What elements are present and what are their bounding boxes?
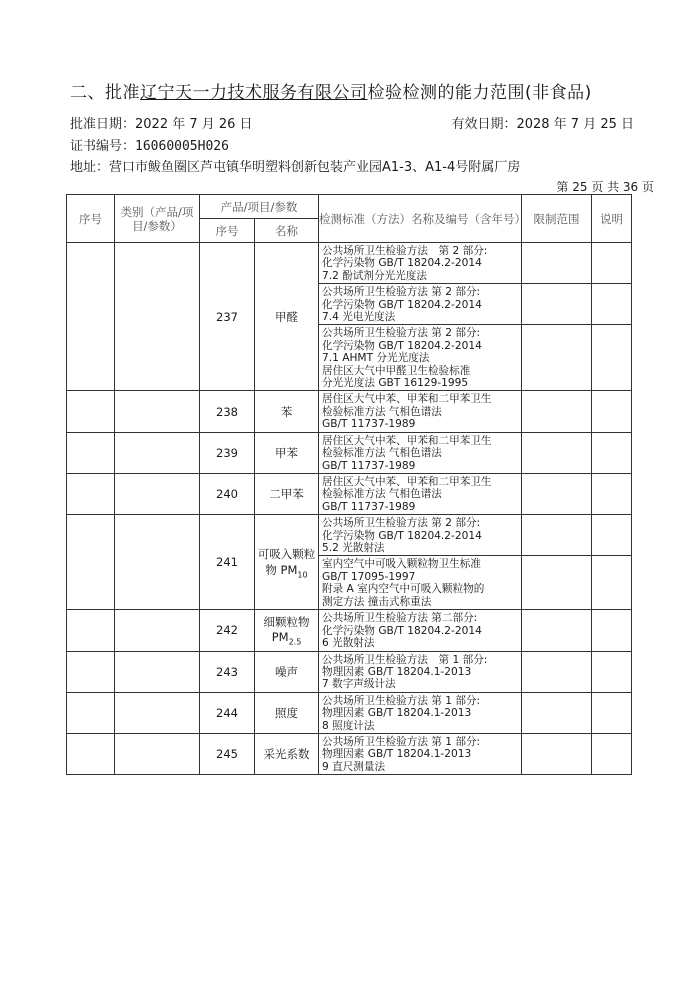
standard-cell [319,651,522,692]
item-name [255,734,319,775]
approval-date: 批准日期：2022 年 7 月 26 日 [70,117,253,132]
limit-cell [522,473,592,514]
item-name [255,432,319,473]
standard-line: 公共场所卫生检验方法 第 2 部分: [322,517,481,530]
table-row [67,734,632,775]
item-name-text: 可吸入颗粒物 PM [257,546,316,577]
table-row [67,692,632,733]
table-row [67,515,632,556]
standard-line: GB/T 17095-1997 [322,570,416,583]
seq-cell [67,243,115,391]
standard-line: 居住区大气中苯、甲苯和二甲苯卫生 [322,475,492,488]
item-name [255,473,319,514]
category-cell [115,243,200,391]
item-name-subscript: 10 [297,569,308,579]
category-cell [115,391,200,432]
item-number: 239 [200,432,255,473]
standard-line: 8 照度计法 [322,719,375,732]
item-name-text: 采光系数 [263,747,310,762]
note-cell [592,432,632,473]
note-cell [592,692,632,733]
item-name-text: 苯 [280,404,293,419]
note-cell [592,325,632,391]
seq-cell [67,692,115,733]
document-title [70,78,680,103]
seq-cell [67,610,115,651]
standard-cell [319,734,522,775]
standard-line: 公共场所卫生检验方法 第 1 部分: [322,694,481,707]
item-name-subscript: 2.5 [288,637,302,647]
limit-cell [522,325,592,391]
header-standard: 检测标准（方法）名称及编号（含年号） [319,195,522,243]
standard-line: 居住区大气中苯、甲苯和二甲苯卫生 [322,434,492,447]
standard-line: 检验标准方法 气相色谱法 [322,447,442,460]
title-organization: 辽宁天一力技术服务有限公司 [140,83,368,103]
standard-cell [319,473,522,514]
note-cell [592,556,632,610]
item-name [255,610,319,651]
standard-line: 分光光度法 GBT 16129-1995 [322,377,469,390]
standard-line: 物理因素 GB/T 18204.1-2013 [322,665,472,678]
standard-cell [319,391,522,432]
item-name-text: 照度 [275,705,298,720]
scope-table [66,194,632,775]
standard-cell [319,515,522,556]
header-note: 说明 [592,195,632,243]
item-number: 243 [200,651,255,692]
limit-cell [522,391,592,432]
title-suffix: 检验检测的能力范围(非食品) [367,83,592,103]
standard-line: GB/T 11737-1989 [322,459,416,472]
standard-line: 检验标准方法 气相色谱法 [322,488,442,501]
standard-line: 测定方法 撞击式称重法 [322,595,432,608]
standard-line: 7 数字声级计法 [322,678,396,691]
limit-cell [522,515,592,556]
standard-line: 7.1 AHMT 分光光度法 [322,352,430,365]
note-cell [592,243,632,284]
item-number: 244 [200,692,255,733]
item-name [255,243,319,391]
standard-line: 物理因素 GB/T 18204.1-2013 [322,748,472,761]
header-product-group: 产品/项目/参数 [200,195,319,219]
category-cell [115,432,200,473]
limit-cell [522,432,592,473]
item-number: 242 [200,610,255,651]
standard-line: 居住区大气中苯、甲苯和二甲苯卫生 [322,393,492,406]
limit-cell [522,556,592,610]
standard-line: 附录 A 室内空气中可吸入颗粒物的 [322,583,485,596]
standard-line: 6 光散射法 [322,637,375,650]
standard-line: 化学污染物 GB/T 18204.2-2014 [322,339,482,352]
item-name [255,692,319,733]
note-cell [592,473,632,514]
item-number: 245 [200,734,255,775]
standard-cell [319,692,522,733]
limit-cell [522,651,592,692]
valid-date: 有效日期：2028 年 7 月 25 日 [451,117,634,132]
standard-cell [319,556,522,610]
category-cell [115,610,200,651]
item-name-text: 细颗粒物 PM [263,615,310,645]
standard-line: 化学污染物 GB/T 18204.2-2014 [322,257,482,270]
header-sub-no: 序号 [200,219,255,243]
standard-line: 7.2 酚试剂分光光度法 [322,269,427,282]
item-name-text: 噪声 [275,664,298,679]
header-seq: 序号 [67,195,115,243]
table-row [67,610,632,651]
standard-line: 7.4 光电光度法 [322,311,396,324]
certificate-number [70,135,229,154]
standard-line: 9 直尺测量法 [322,760,386,773]
table-row [67,391,632,432]
standard-line: 物理因素 GB/T 18204.1-2013 [322,707,472,720]
note-cell [592,610,632,651]
standard-cell [319,432,522,473]
table-row [67,473,632,514]
standard-line: 化学污染物 GB/T 18204.2-2014 [322,298,482,311]
note-cell [592,284,632,325]
table-row [67,243,632,284]
limit-cell [522,734,592,775]
header-limit: 限制范围 [522,195,592,243]
standard-line: GB/T 11737-1989 [322,418,416,431]
standard-line: 公共场所卫生检验方法 第 2 部分: [322,286,481,299]
note-cell [592,651,632,692]
header-sub-name: 名称 [255,219,319,243]
standard-line: 化学污染物 GB/T 18204.2-2014 [322,624,482,637]
limit-cell [522,610,592,651]
item-number: 237 [200,243,255,391]
standard-line: 公共场所卫生检验方法 第 1 部分: [322,653,488,666]
limit-cell [522,692,592,733]
standard-line: GB/T 11737-1989 [322,500,416,513]
item-name-text: 甲醛 [275,309,298,324]
category-cell [115,515,200,610]
standard-line: 公共场所卫生检验方法 第 2 部分: [322,245,488,257]
standard-line: 5.2 光散射法 [322,541,385,554]
category-cell [115,734,200,775]
table-row [67,432,632,473]
header-category: 类别（产品/项目/参数） [115,195,200,243]
standard-cell [319,243,522,284]
note-cell [592,515,632,556]
standard-cell [319,610,522,651]
standard-line: 居住区大气中甲醛卫生检验标准 [322,364,471,377]
category-cell [115,651,200,692]
category-cell [115,473,200,514]
note-cell [592,734,632,775]
seq-cell [67,432,115,473]
item-name-text: 二甲苯 [269,487,304,502]
item-number: 238 [200,391,255,432]
seq-cell [67,515,115,610]
limit-cell [522,284,592,325]
item-name-text: 甲苯 [275,445,298,460]
item-name [255,391,319,432]
standard-cell [319,284,522,325]
page-number: 第 25 页 共 36 页 [556,180,654,194]
standard-cell [319,325,522,391]
seq-cell [67,473,115,514]
certificate-label: 证书编号： [70,139,136,154]
seq-cell [67,391,115,432]
seq-cell [67,651,115,692]
table-row [67,651,632,692]
standard-line: 公共场所卫生检验方法 第 2 部分: [322,327,481,340]
item-number: 241 [200,515,255,610]
standard-line: 室内空气中可吸入颗粒物卫生标准 [322,558,481,571]
address: 地址：营口市鲅鱼圈区芦屯镇华明塑料创新包装产业园A1-3、A1-4号附属厂房 [70,160,521,175]
note-cell [592,391,632,432]
seq-cell [67,734,115,775]
standard-line: 公共场所卫生检验方法 第二部分: [322,612,478,625]
standard-line: 公共场所卫生检验方法 第 1 部分: [322,736,481,748]
item-number: 240 [200,473,255,514]
category-cell [115,692,200,733]
standard-line: 检验标准方法 气相色谱法 [322,405,442,418]
limit-cell [522,243,592,284]
item-name [255,515,319,610]
certificate-value: 16060005H026 [135,139,229,154]
title-prefix: 二、批准 [70,83,140,103]
standard-line: 化学污染物 GB/T 18204.2-2014 [322,529,482,542]
item-name [255,651,319,692]
